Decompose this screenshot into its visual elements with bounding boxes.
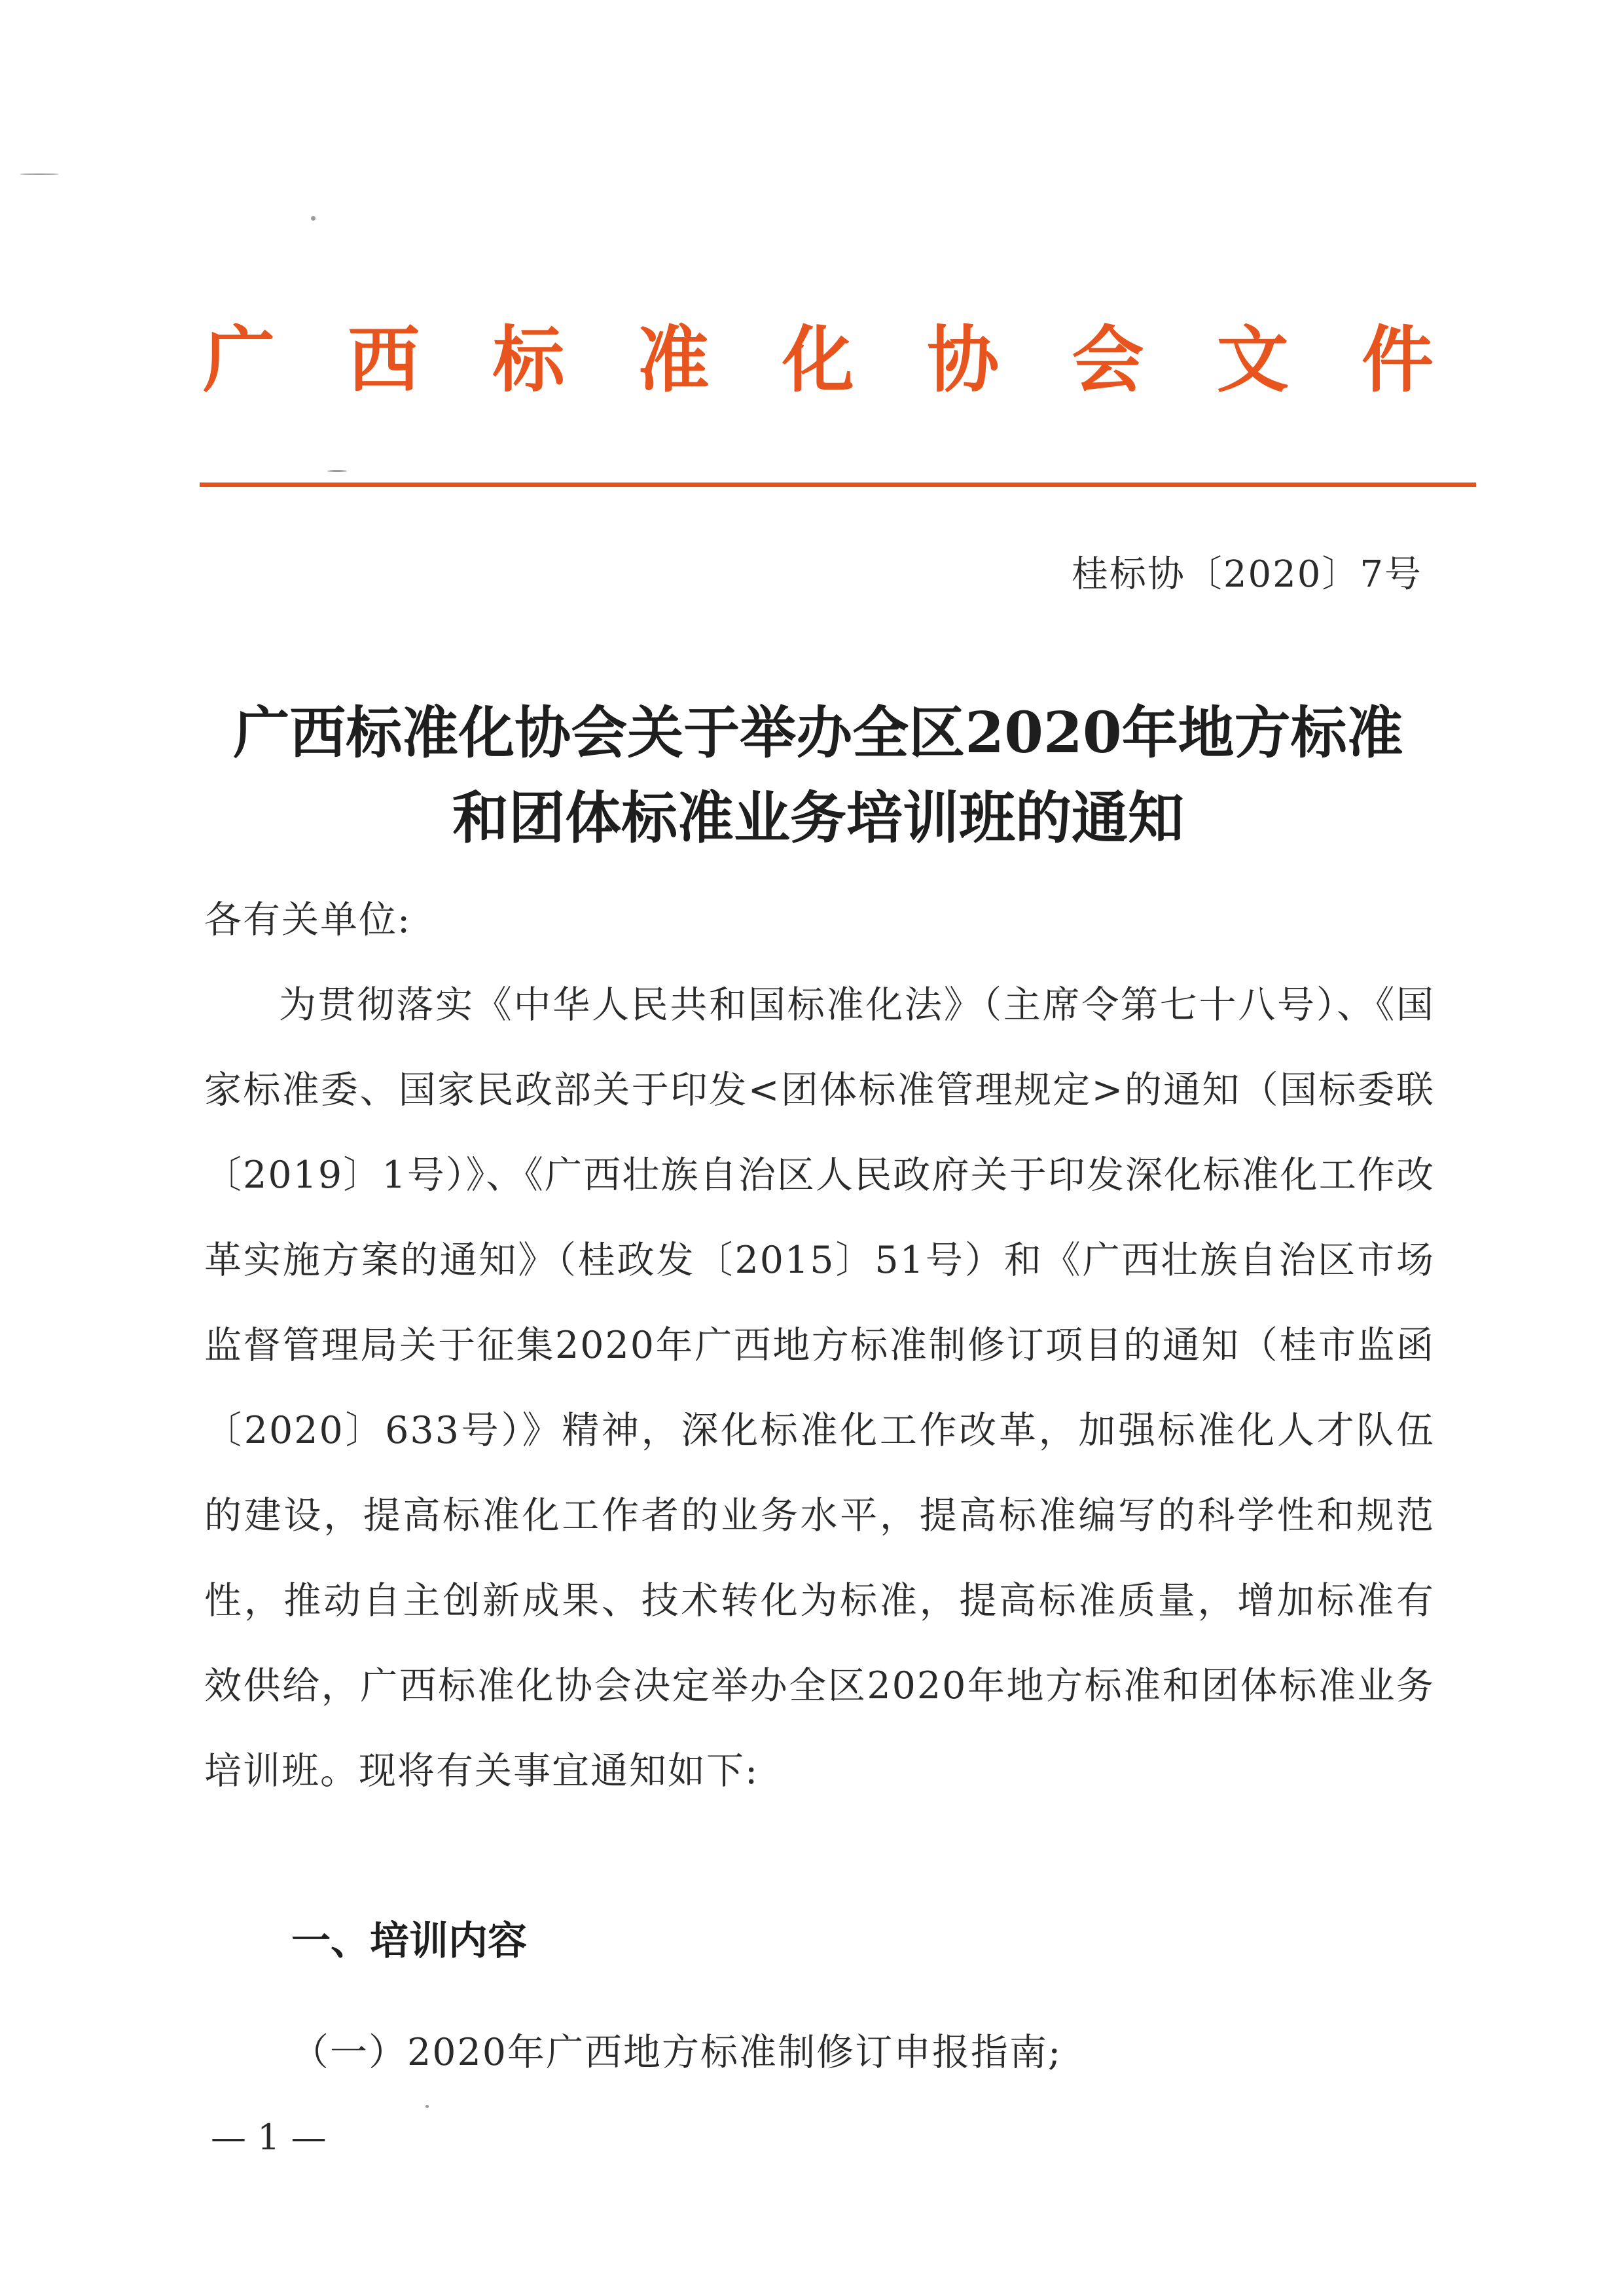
scan-speck [327, 470, 347, 472]
masthead-char: 西 [348, 318, 420, 402]
page-number: — 1 — [211, 2117, 327, 2158]
red-divider [200, 483, 1476, 487]
body-text [204, 877, 1435, 1813]
masthead [203, 318, 1434, 402]
scan-speck [20, 173, 59, 175]
masthead-char: 广 [203, 318, 275, 402]
title-line-1: 广西标准化协会关于举办全区2020年地方标准 [233, 700, 1403, 766]
section-heading: 一、培训内容 [291, 1918, 527, 1964]
title-line-2: 和团体标准业务培训班的通知 [452, 785, 1184, 851]
masthead-char: 准 [637, 318, 710, 402]
masthead-char: 文 [1216, 318, 1289, 402]
document-title [190, 691, 1447, 861]
scan-speck [425, 2105, 429, 2108]
masthead-char: 会 [1072, 318, 1144, 402]
document-number: 桂标协〔2020〕7号 [1071, 553, 1422, 596]
masthead-char: 标 [492, 318, 565, 402]
main-paragraph: 为贯彻落实《中华人民共和国标准化法》（主席令第七十八号）、《国家标准委、国家民政部关于印发<团体标准管理规定>的通知（国标委联〔2019〕1号）》、《广西壮族自治区人民政府关于印发深化标准化工作改革实施方案的通知》（桂政发〔2015〕51号）和《广西壮族自治区市场监督管理局关于征集2020年广西地方标准制修订项目的通知（桂市监函〔2020〕633号）》精神，深化标准化工作改革，加强标准化人才队伍的建设，提高标准化工作者的业务水平，提高标准编写的科学性和规范性，推动自主创新成果、技术转化为标准，提高标准质量，增加标准有效供给，广西标准化协会决定举办全区2020年地方标准和团体标准业务培训班。现将有关事宜通知如下: [204, 983, 1435, 1793]
list-item: （一）2020年广西地方标准制修订申报指南; [291, 2031, 1062, 2074]
masthead-char: 协 [927, 318, 1000, 402]
scan-speck [311, 216, 316, 221]
masthead-char: 件 [1362, 318, 1434, 402]
salutation: 各有关单位: [204, 898, 412, 941]
masthead-char: 化 [782, 318, 854, 402]
